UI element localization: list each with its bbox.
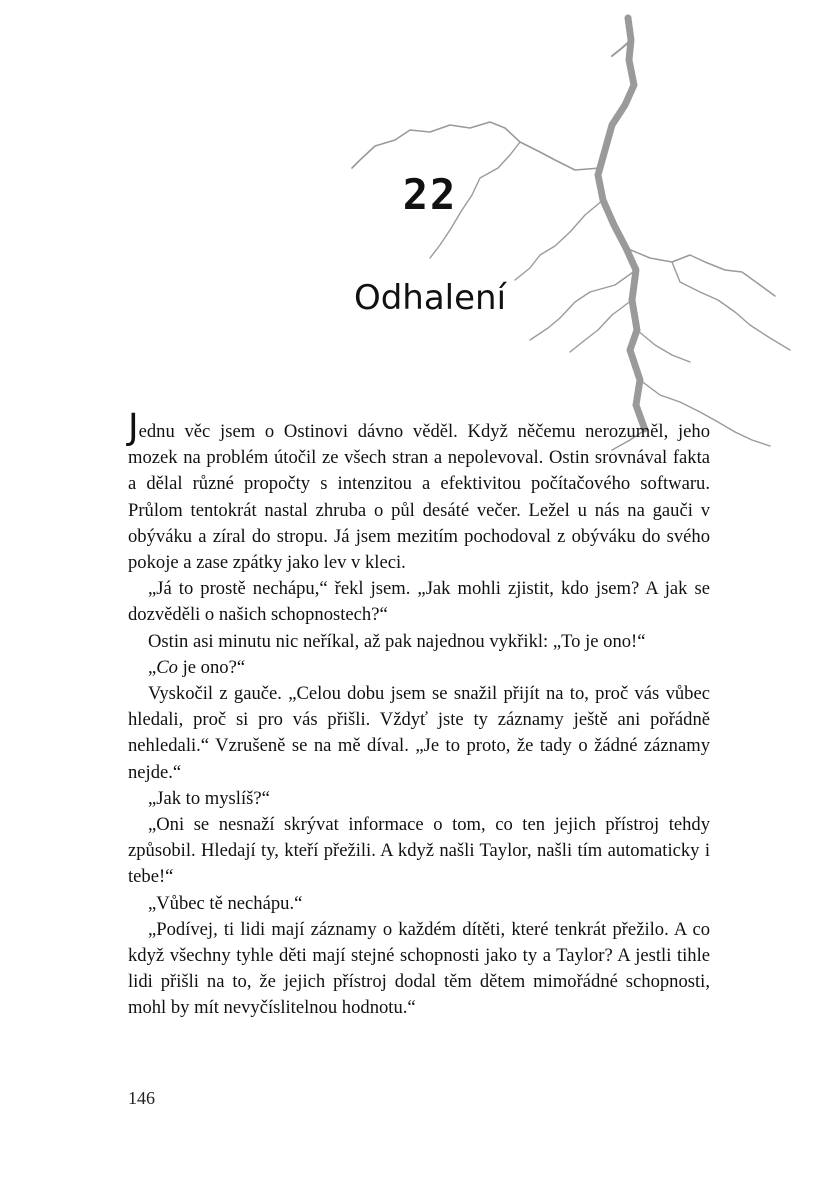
paragraph-2: „Já to prostě nechápu,“ řekl jsem. „Jak mohli zjistit, kdo jsem? A jak se dozvěděli o našich schopnostech?“	[128, 578, 710, 626]
page-number: 146	[128, 1088, 155, 1108]
chapter-number: 22	[402, 170, 458, 219]
paragraph-6: „Jak to myslíš?“	[148, 787, 270, 809]
paragraph-1: Jednu věc jsem o Ostinovi dávno věděl. Když něčemu nerozuměl, jeho mozek na problém útočil ze všech stran a nepolevoval. Ostin srovnával fakta a dělal různé propočty s intenzitou a efektivitou počítačového softwaru. Průlom tentokrát nastal zhruba o půl desáté večer. Ležel u nás na gauči v obýváku a zíral do stropu. Já jsem mezitím pochodoval z obýváku do svého pokoje a zase zpátky jako lev v kleci.	[128, 407, 710, 574]
drop-cap: J	[128, 407, 139, 448]
paragraph-4: „Co je ono?“	[148, 656, 246, 678]
chapter-body	[128, 407, 710, 1022]
paragraph-7: „Oni se nesnaží skrývat informace o tom, co ten jejich přístroj tehdy způsobil. Hledají ty, kteří přežili. A když našli Taylor, našli tím automaticky i tebe!“	[128, 814, 710, 888]
paragraph-8: „Vůbec tě nechápu.“	[148, 892, 303, 914]
paragraph-3: Ostin asi minutu nic neříkal, až pak najednou vykřikl: „To je ono!“	[148, 630, 646, 652]
chapter-title: Odhalení	[353, 278, 507, 318]
paragraph-9: „Podívej, ti lidi mají záznamy o každém dítěti, které tenkrát přežilo. A co když všechny tyhle děti mají stejné schopnosti jako ty a Taylor? A jestli tihle lidi přišli na to, že jejich přístroj dodal těm dětem mimořádné schopnosti, mohl by mít nevyčíslitelnou hodnotu.“	[128, 918, 710, 1019]
paragraph-5: Vyskočil z gauče. „Celou dobu jsem se snažil přijít na to, proč vás vůbec hledali, proč si pro vás přišli. Vždyť jste ty záznamy ještě ani pořádně nehledali.“ Vzrušeně se na mě díval. „Je to proto, že tady o žádné záznamy nejde.“	[128, 683, 710, 783]
italic-word: Co	[156, 656, 178, 678]
